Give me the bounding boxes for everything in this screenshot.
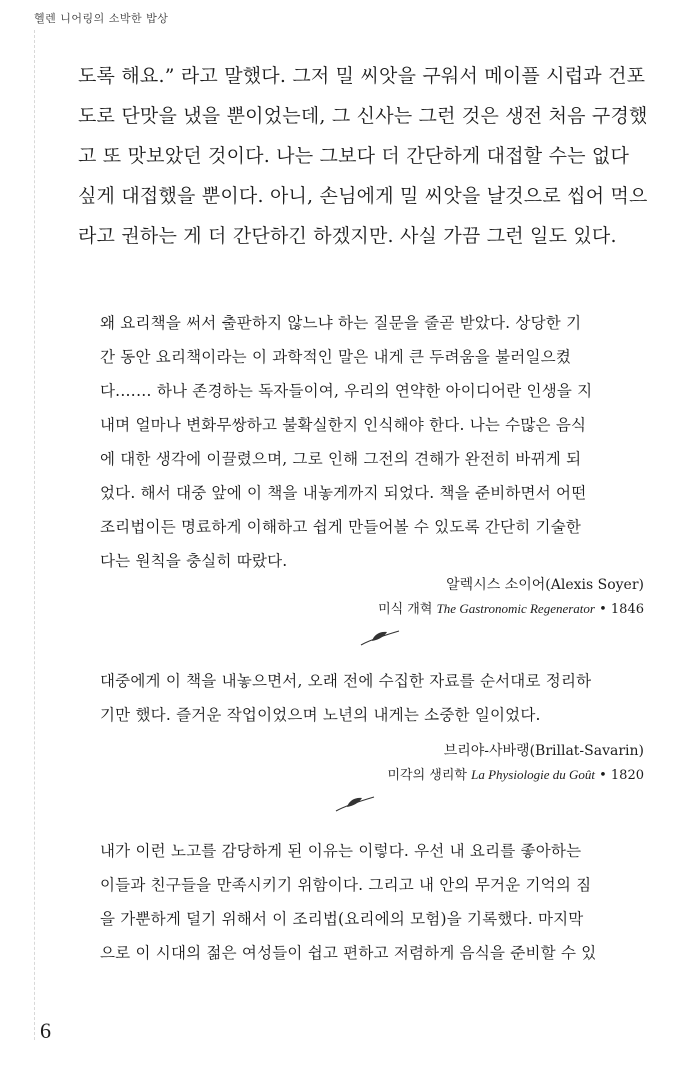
quote-line: 조리법이든 명료하게 이해하고 쉽게 만들어볼 수 있도록 간단히 기술한 [100,518,582,536]
quote-third [100,834,646,970]
quote-line: 대중에게 이 책을 내놓으면서, 오래 전에 수집한 자료를 순서대로 정리하 [100,672,592,690]
quote-line: 내가 이런 노고를 감당하게 된 이유는 이렇다. 우선 내 요리를 좋아하는 [100,842,582,860]
source-year: • 1820 [599,768,644,783]
quote-author: 브리야-사바랭(Brillat-Savarin) [443,743,644,759]
page-number: 6 [40,1018,51,1043]
quote-source [387,764,644,783]
quote-line: 다는 원칙을 충실히 따랐다. [100,552,288,570]
quote-brillat-savarin [100,664,646,732]
main-line: 라고 권하는 게 더 간단하긴 하겠지만. 사실 가끔 그런 일도 있다. [78,225,617,247]
running-head: 헬렌 니어링의 소박한 밥상 [34,12,169,25]
main-line: 도로 단맛을 냈을 뿐이었는데, 그 신사는 그런 것은 생전 처음 구경했 [78,105,648,127]
main-line: 싶게 대접했을 뿐이다. 아니, 손님에게 밀 씨앗을 날것으로 씹어 먹으 [78,185,648,207]
quote-line: 왜 요리책을 써서 출판하지 않느냐 하는 질문을 줄곧 받았다. 상당한 기 [100,314,582,332]
quote-line: 으로 이 시대의 젊은 여성들이 쉽고 편하고 저렴하게 음식을 준비할 수 있 [100,944,597,962]
source-korean-title: 미식 개혁 [378,602,433,617]
quote-line: 을 가뿐하게 덜기 위해서 이 조리법(요리에의 모험)을 기록했다. 마지막 [100,910,584,928]
gutter-guide [34,30,35,1040]
leaf-ornament-icon [333,794,377,814]
source-year: • 1846 [599,602,644,617]
source-title: La Physiologie du Goût [471,767,595,782]
quote-line: 었다. 해서 대중 앞에 이 책을 내놓게까지 되었다. 책을 준비하면서 어떤 [100,484,587,502]
quote-source [378,598,644,617]
source-korean-title: 미각의 생리학 [387,768,467,783]
leaf-ornament-icon [358,628,402,648]
quote-author: 알렉시스 소이어(Alexis Soyer) [446,577,644,593]
quote-line: 기만 했다. 즐거운 작업이었으며 노년의 내게는 소중한 일이었다. [100,706,541,724]
main-line: 고 또 맛보았던 것이다. 나는 그보다 더 간단하게 대접할 수는 없다 [78,145,630,167]
main-line: 도록 해요.” 라고 말했다. 그저 밀 씨앗을 구워서 메이플 시럽과 건포 [78,65,646,87]
source-title: The Gastronomic Regenerator [436,601,595,616]
quote-soyer [100,306,646,578]
quote-line: 다.…… 하나 존경하는 독자들이여, 우리의 연약한 아이디어란 인생을 지 [100,382,593,400]
quote-line: 이들과 친구들을 만족시키기 위함이다. 그리고 내 안의 무거운 기억의 짐 [100,876,592,894]
quote-line: 간 동안 요리책이라는 이 과학적인 말은 내게 큰 두려움을 불러일으켰 [100,348,571,366]
quote-line: 에 대한 생각에 이끌렸으며, 그로 인해 그전의 견해가 완전히 바뀌게 되 [100,450,582,468]
main-text [78,56,648,256]
quote-line: 내며 얼마나 변화무쌍하고 불확실한지 인식해야 한다. 나는 수많은 음식 [100,416,587,434]
